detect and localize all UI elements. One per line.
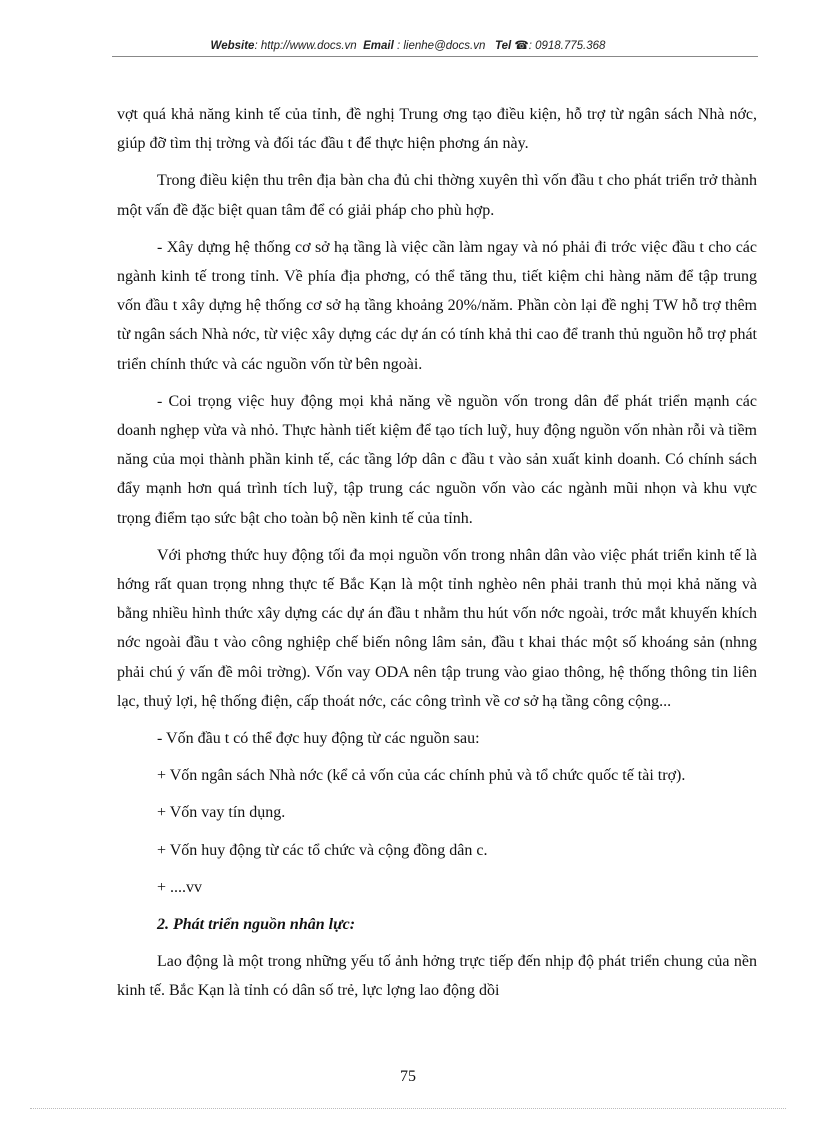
document-body (117, 100, 757, 1006)
paragraph-labor: Lao động là một trong những yếu tố ảnh hởng trực tiếp đến nhịp độ phát triển chung của nền kinh tế. Bắc Kạn là tỉnh có dân số trẻ, lực lợng lao động dồi (117, 953, 757, 1000)
tel-label: Tel (494, 40, 512, 52)
list-item-etc: + ....vv (157, 878, 203, 896)
page-header (0, 38, 816, 52)
paragraph-infrastructure: - Xây dựng hệ thống cơ sở hạ tầng là việc cần làm ngay và nó phải đi trớc việc đầu t cho các ngành kinh tế trong tỉnh. Về phía địa phơng, có thể tăng thu, tiết kiệm chi hàng năm để tập trung vốn đầu t xây dựng hệ thống cơ sở hạ tầng khoảng 20%/năm. Phần còn lại đề nghị TW hỗ trợ thêm từ ngân sách Nhà nớc, từ việc xây dựng các dự án có tính khả thi cao để tranh thủ nguồn hỗ trợ phát triển chính thức và các nguồn vốn từ bên ngoài. (117, 238, 757, 373)
website-value[interactable]: : http://www.docs.vn (254, 40, 357, 52)
page-number: 75 (400, 1068, 416, 1085)
list-item-state-budget: + Vốn ngân sách Nhà nớc (kể cả vốn của các chính phủ và tổ chức quốc tế tài trợ). (157, 767, 686, 785)
paragraph-continuation: vợt quá khả năng kinh tế của tỉnh, đề nghị Trung ơng tạo điều kiện, hỗ trợ từ ngân sách Nhà nớc, giúp đỡ tìm thị trờng và đối tác đầu t để thực hiện phơng án này. (117, 106, 757, 153)
footer-divider (30, 1108, 786, 1109)
list-item-community: + Vốn huy động từ các tổ chức và cộng đồng dân c. (157, 841, 488, 859)
phone-icon: ☎ (514, 40, 529, 52)
paragraph-domestic-capital: - Coi trọng việc huy động mọi khả năng về nguồn vốn trong dân để phát triển mạnh các doanh nghẹp vừa và nhỏ. Thực hành tiết kiệm để tạo tích luỹ, huy động nguồn vốn nhàn rỗi và tiềm năng của mọi thành phần kinh tế, các tầng lớp dân c đầu t vào sản xuất kinh doanh. Có chính sách đẩy mạnh hơn quá trình tích luỹ, tập trung các nguồn vốn vào các ngành mũi nhọn và khu vực trọng điểm tạo sức bật cho toàn bộ nền kinh tế của tỉnh. (117, 392, 757, 527)
paragraph-sources-intro: - Vốn đầu t có thể đợc huy động từ các nguồn sau: (157, 730, 480, 748)
tel-value: : 0918.775.368 (528, 40, 606, 52)
paragraph-foreign-capital: Với phơng thức huy động tối đa mọi nguồn vốn trong nhân dân vào việc phát triển kinh tế là hớng rất quan trọng nhng thực tế Bắc Kạn là một tỉnh nghèo nên phải tranh thủ mọi khả năng và bằng nhiều hình thức xây dựng các dự án đầu t nhằm thu hút vốn nớc ngoài, trớc mắt khuyến khích nớc ngoài đầu t vào công nghiệp chế biến nông lâm sản, đầu t khai thác một số khoáng sản (nhng phải chú ý vấn đề môi trờng). Vốn vay ODA nên tập trung vào giao thông, hệ thống thông tin liên lạc, thuỷ lợi, hệ thống điện, cấp thoát nớc, các công trình về cơ sở hạ tầng công cộng... (117, 546, 757, 710)
email-label: Email (363, 40, 394, 52)
header-divider (112, 56, 758, 57)
list-item-credit: + Vốn vay tín dụng. (157, 804, 286, 822)
website-label: Website (210, 40, 255, 52)
paragraph-capital-need: Trong điều kiện thu trên địa bàn cha đủ chi thờng xuyên thì vốn đầu t cho phát triển trở thành một vấn đề đặc biệt quan tâm để có giải pháp cho phù hợp. (117, 172, 757, 219)
email-value[interactable]: : lienhe@docs.vn (396, 40, 486, 52)
section-heading: 2. Phát triển nguồn nhân lực: (157, 916, 356, 934)
